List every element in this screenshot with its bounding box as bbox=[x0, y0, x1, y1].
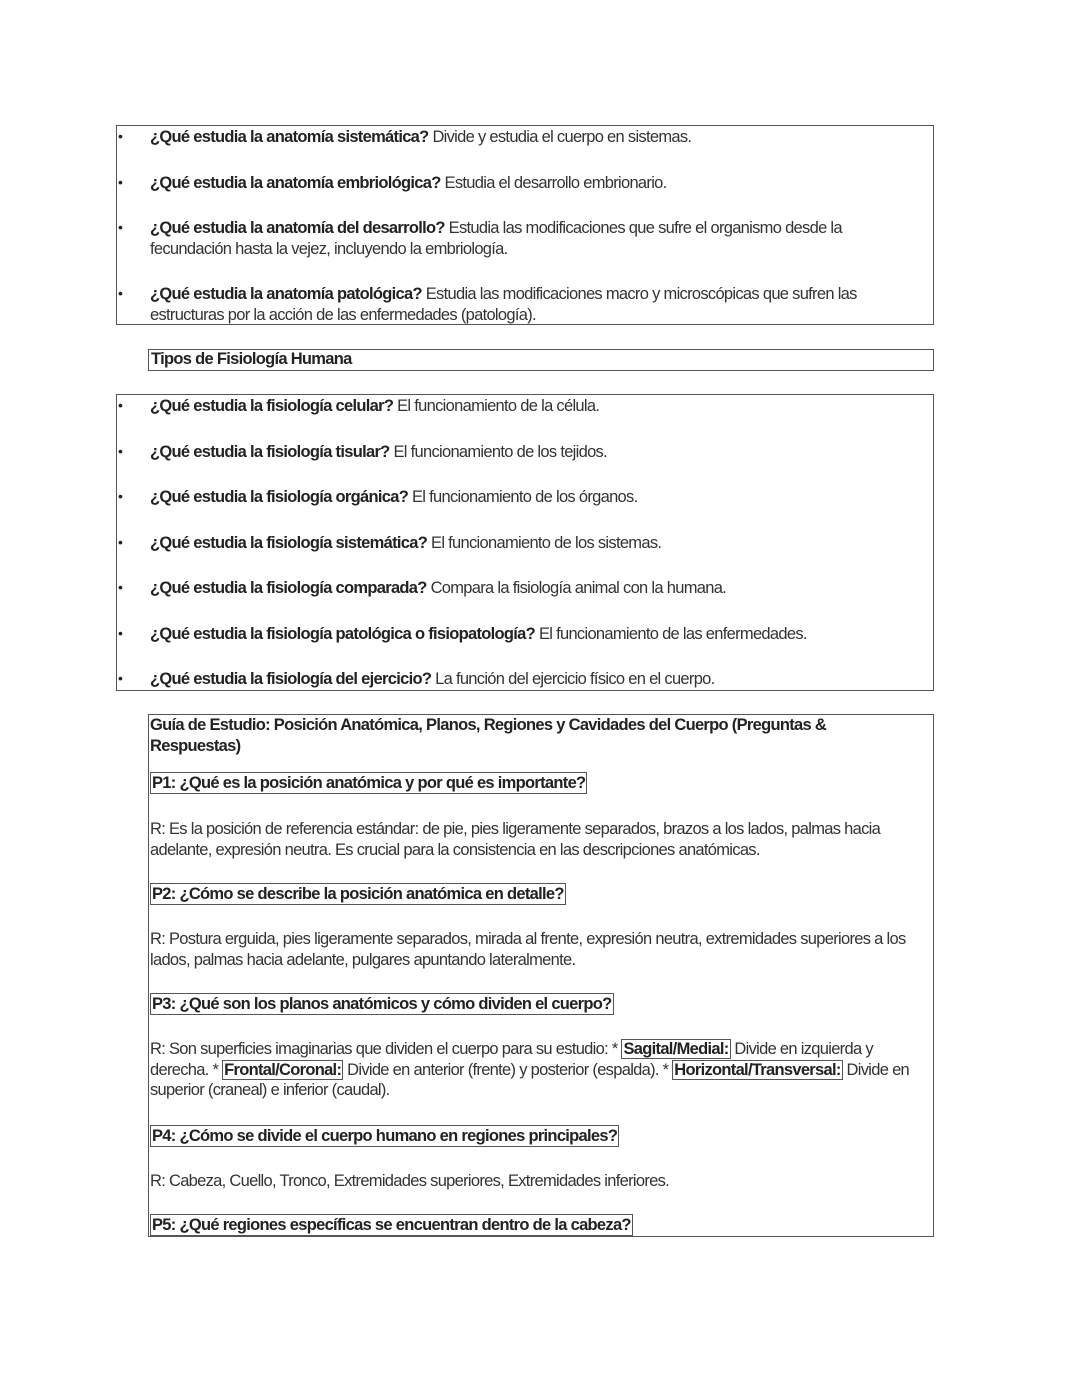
question-p5: P5: ¿Qué regiones específicas se encuentran dentro de la cabeza? bbox=[152, 1216, 631, 1234]
guia-title: Guía de Estudio: Posición Anatómica, Planos, Regiones y Cavidades del Cuerpo (Preguntas & Respuestas) bbox=[150, 716, 827, 755]
question-p4: P4: ¿Cómo se divide el cuerpo humano en regiones principales? bbox=[152, 1127, 618, 1145]
question-p2: P2: ¿Cómo se describe la posición anatómica en detalle? bbox=[152, 885, 564, 903]
list-item bbox=[150, 442, 910, 463]
bullet-icon: • bbox=[118, 534, 123, 550]
term-horizontal: Horizontal/Transversal: bbox=[674, 1060, 841, 1079]
fisiologia-heading: Tipos de Fisiología Humana bbox=[151, 350, 352, 368]
item-question: ¿Qué estudia la fisiología sistemática? bbox=[150, 534, 428, 552]
item-question: ¿Qué estudia la anatomía del desarrollo? bbox=[150, 219, 445, 237]
item-question: ¿Qué estudia la fisiología celular? bbox=[150, 397, 394, 415]
list-item bbox=[150, 624, 910, 645]
item-answer: El funcionamiento de los sistemas. bbox=[431, 534, 662, 552]
answer-text: Divide en superior (craneal) e inferior (caudal). bbox=[150, 1060, 910, 1099]
bullet-icon: • bbox=[118, 219, 123, 235]
item-question: ¿Qué estudia la anatomía embriológica? bbox=[150, 174, 441, 192]
answer-r2: R: Postura erguida, pies ligeramente separados, mirada al frente, expresión neutra, extremidades superiores a los lados, palmas hacia adelante, pulgares apuntando lateralmente. bbox=[150, 930, 906, 969]
bullet-icon: • bbox=[118, 443, 123, 459]
list-item bbox=[150, 127, 910, 148]
question-p3: P3: ¿Qué son los planos anatómicos y cómo dividen el cuerpo? bbox=[152, 995, 612, 1013]
list-item bbox=[150, 578, 910, 599]
item-answer: Divide y estudia el cuerpo en sistemas. bbox=[432, 128, 692, 146]
bullet-icon: • bbox=[118, 285, 123, 301]
item-answer: El funcionamiento de los tejidos. bbox=[393, 443, 607, 461]
item-answer: El funcionamiento de los órganos. bbox=[412, 488, 638, 506]
item-question: ¿Qué estudia la fisiología tisular? bbox=[150, 443, 390, 461]
item-question: ¿Qué estudia la fisiología del ejercicio? bbox=[150, 670, 432, 688]
item-question: ¿Qué estudia la anatomía patológica? bbox=[150, 285, 422, 303]
bullet-icon: • bbox=[118, 174, 123, 190]
answer-text: R: Son superficies imaginarias que dividen el cuerpo para su estudio: * bbox=[150, 1040, 622, 1058]
item-answer: El funcionamiento de la célula. bbox=[397, 397, 600, 415]
answer-text: Divide en anterior (frente) y posterior (espalda). * bbox=[343, 1060, 673, 1079]
answer-r1: R: Es la posición de referencia estándar: de pie, pies ligeramente separados, brazos a los lados, palmas hacia adelante, expresión neutra. Es crucial para la consistencia en las descripciones anatómicas. bbox=[150, 820, 881, 859]
bullet-icon: • bbox=[118, 397, 123, 413]
item-answer: Estudia las modificaciones que sufre el organismo desde la fecundación hasta la vejez, incluyendo la embriología. bbox=[150, 219, 842, 258]
list-item bbox=[150, 284, 910, 325]
term-sagital: Sagital/Medial: bbox=[623, 1040, 729, 1058]
item-question: ¿Qué estudia la anatomía sistemática? bbox=[150, 128, 429, 146]
question-p1: P1: ¿Qué es la posición anatómica y por qué es importante? bbox=[152, 774, 586, 792]
list-item bbox=[150, 669, 910, 690]
list-item bbox=[150, 533, 910, 554]
item-answer: La función del ejercicio físico en el cuerpo. bbox=[435, 670, 715, 688]
bullet-icon: • bbox=[118, 488, 123, 504]
item-question: ¿Qué estudia la fisiología patológica o fisiopatología? bbox=[150, 625, 536, 643]
item-answer: Compara la fisiología animal con la humana. bbox=[430, 579, 727, 597]
list-item bbox=[150, 218, 910, 259]
item-question: ¿Qué estudia la fisiología orgánica? bbox=[150, 488, 409, 506]
list-item bbox=[150, 173, 910, 194]
bullet-icon: • bbox=[118, 579, 123, 595]
item-answer: Estudia las modificaciones macro y microscópicas que sufren las estructuras por la acción de las enfermedades (patología). bbox=[150, 285, 857, 324]
bullet-icon: • bbox=[118, 670, 123, 686]
item-question: ¿Qué estudia la fisiología comparada? bbox=[150, 579, 427, 597]
bullet-icon: • bbox=[118, 625, 123, 641]
answer-r3 bbox=[150, 1039, 925, 1101]
answer-text: Divide en izquierda y derecha. * bbox=[150, 1040, 873, 1079]
answer-r4: R: Cabeza, Cuello, Tronco, Extremidades superiores, Extremidades inferiores. bbox=[150, 1172, 670, 1190]
list-item bbox=[150, 487, 910, 508]
item-answer: El funcionamiento de las enfermedades. bbox=[538, 625, 807, 643]
term-frontal: Frontal/Coronal: bbox=[224, 1060, 342, 1079]
bullet-icon: • bbox=[118, 128, 123, 144]
list-item bbox=[150, 396, 910, 417]
item-answer: Estudia el desarrollo embrionario. bbox=[444, 174, 667, 192]
